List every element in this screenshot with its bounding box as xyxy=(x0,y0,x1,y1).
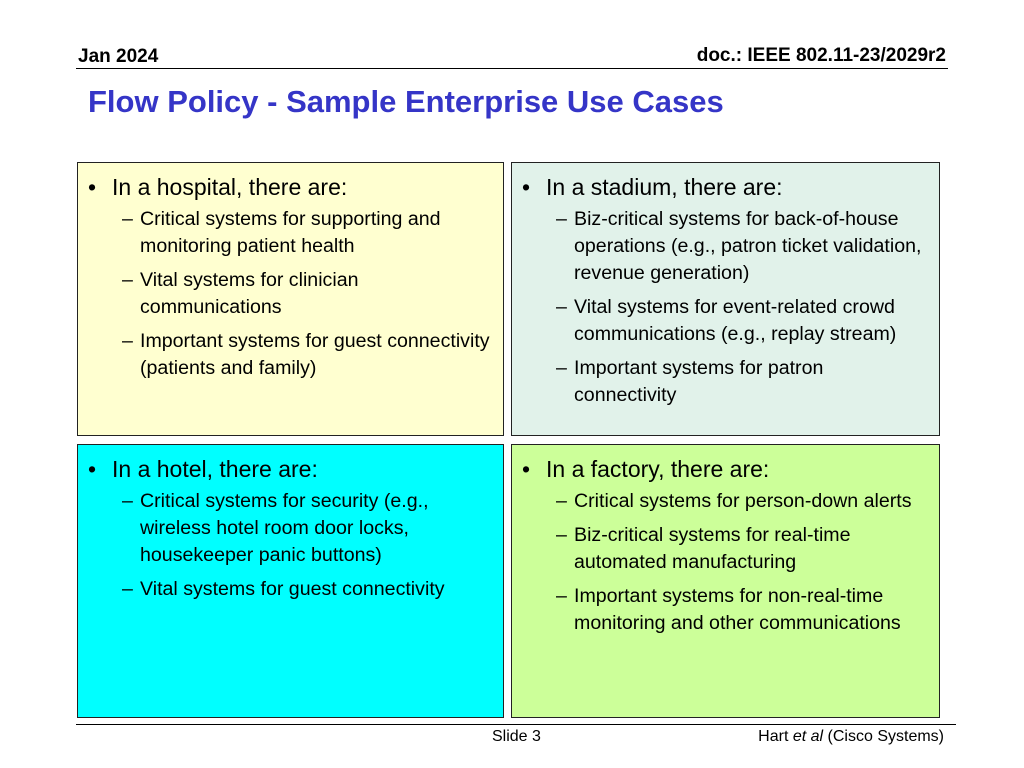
box-factory-heading: • In a factory, there are: xyxy=(522,456,770,482)
box-hotel-heading: • In a hotel, there are: xyxy=(88,456,318,482)
list-item: – Vital systems for clinician communications xyxy=(122,269,359,318)
box-factory-list xyxy=(520,488,931,637)
bullet-icon: • xyxy=(522,456,531,482)
dash-icon: – xyxy=(122,490,133,512)
footer-author: Hart et al (Cisco Systems) xyxy=(758,728,944,745)
list-item: – Biz-critical systems for real-time automated manufacturing xyxy=(556,524,851,573)
slide-title: Flow Policy - Sample Enterprise Use Cases xyxy=(88,84,724,119)
list-item: – Critical systems for person-down alerts xyxy=(558,488,931,515)
list-item: – Important systems for guest connectivity (patients and family) xyxy=(122,330,490,379)
bullet-icon: • xyxy=(522,174,531,200)
footer-rule xyxy=(76,724,956,725)
list-item: – Vital systems for guest connectivity xyxy=(124,576,495,603)
box-hospital xyxy=(77,162,504,436)
box-hotel xyxy=(77,444,504,718)
list-item: – Important systems for patron connectivity xyxy=(556,357,824,406)
box-hospital-list xyxy=(86,206,495,382)
dash-icon: – xyxy=(122,330,133,352)
box-hospital-heading: • In a hospital, there are: xyxy=(88,174,348,200)
dash-icon: – xyxy=(122,578,133,600)
list-item: – Vital systems for event-related crowd communications (e.g., replay stream) xyxy=(556,296,897,345)
dash-icon: – xyxy=(556,357,567,379)
list-item: – Important systems for non-real-time monitoring and other communications xyxy=(556,585,901,634)
dash-icon: – xyxy=(556,524,567,546)
box-stadium-heading: • In a stadium, there are: xyxy=(522,174,783,200)
list-item: – Critical systems for security (e.g., wireless hotel room door locks, housekeeper panic buttons) xyxy=(122,490,429,566)
box-stadium xyxy=(511,162,940,436)
box-hotel-list xyxy=(86,488,495,603)
dash-icon: – xyxy=(556,208,567,230)
dash-icon: – xyxy=(556,585,567,607)
bullet-icon: • xyxy=(88,456,97,482)
box-factory xyxy=(511,444,940,718)
header-date: Jan 2024 xyxy=(78,46,159,67)
dash-icon: – xyxy=(556,296,567,318)
footer-slide-number: Slide 3 xyxy=(492,728,541,745)
bullet-icon: • xyxy=(88,174,97,200)
dash-icon: – xyxy=(122,208,133,230)
box-stadium-list xyxy=(520,206,931,409)
dash-icon: – xyxy=(556,490,567,512)
list-item: – Critical systems for supporting and monitoring patient health xyxy=(122,208,441,257)
list-item: – Biz-critical systems for back-of-house operations (e.g., patron ticket validation, revenue generation) xyxy=(556,208,922,284)
header-rule xyxy=(76,68,948,69)
dash-icon: – xyxy=(122,269,133,291)
header-doc-id: doc.: IEEE 802.11-23/2029r2 xyxy=(696,45,946,66)
